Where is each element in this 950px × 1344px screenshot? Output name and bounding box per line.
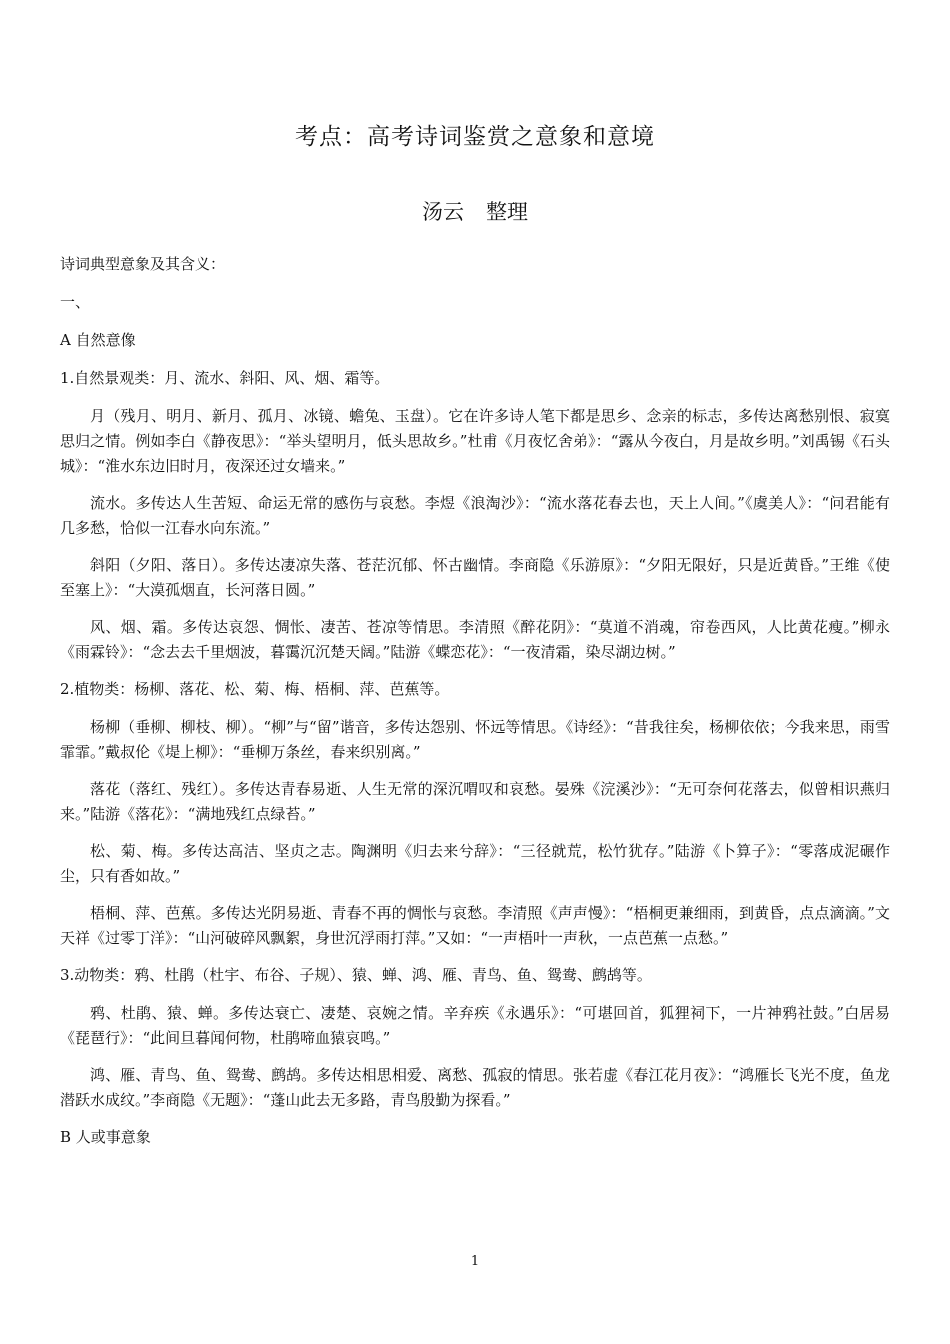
paragraph-fallen-flowers: 落花（落红、残红）。多传达青春易逝、人生无常的深沉喟叹和哀愁。晏殊《浣溪沙》：“无可奈何花落去，似曾相识燕归来。”陆游《落花》：“满地残红点绿苔。”	[60, 780, 890, 823]
document-body	[60, 252, 890, 1163]
category-animals: 3.动物类：鸦、杜鹃（杜宇、布谷、子规）、猿、蝉、鸿、雁、青鸟、鱼、鸳鸯、鹧鸪等。	[60, 966, 652, 984]
paragraph-willow: 杨柳（垂柳、柳枝、柳）。“柳”与“留”谐音，多传达怨别、怀远等情思。《诗经》：“昔我往矣，杨柳依依；今我来思，雨雪霏霏。”戴叔伦《堤上柳》：“垂柳万条丝，春来织别离。”	[60, 718, 890, 761]
author-name: 汤云	[422, 200, 464, 224]
paragraph-setting-sun: 斜阳（夕阳、落日）。多传达凄凉失落、苍茫沉郁、怀古幽情。李商隐《乐游原》：“夕阳无限好，只是近黄昏。”王维《使至塞上》：“大漠孤烟直，长河落日圆。”	[60, 556, 890, 599]
category-plants: 2.植物类：杨柳、落花、松、菊、梅、梧桐、萍、芭蕉等。	[60, 680, 450, 698]
paragraph-moon: 月（残月、明月、新月、孤月、冰镜、蟾兔、玉盘）。它在许多诗人笔下都是思乡、念亲的标志，多传达离愁别恨、寂寞思归之情。例如李白《静夜思》：“举头望明月，低头思故乡。”杜甫《月夜忆舍弟》：“露从今夜白，月是故乡明。”刘禹锡《石头城》：“淮水东边旧时月，夜深还过女墙来。”	[60, 407, 890, 475]
category-natural-scenery: 1.自然景观类：月、流水、斜阳、风、烟、霜等。	[60, 369, 390, 387]
author-role: 整理	[486, 200, 528, 224]
paragraph-crow-cuckoo: 鸦、杜鹃、猿、蝉。多传达衰亡、凄楚、哀婉之情。辛弃疾《永遇乐》：“可堪回首，狐狸祠下，一片神鸦社鼓。”白居易《琵琶行》：“此间旦暮闻何物，杜鹃啼血猿哀鸣。”	[60, 1004, 890, 1047]
document-title: 考点：高考诗词鉴赏之意象和意境	[295, 124, 655, 150]
paragraph-pine-chrysanthemum-plum: 松、菊、梅。多传达高洁、坚贞之志。陶渊明《归去来兮辞》：“三径就荒，松竹犹存。”陆游《卜算子》：“零落成泥碾作尘，只有香如故。”	[60, 842, 890, 885]
paragraph-wind-smoke-frost: 风、烟、霜。多传达哀怨、惆怅、凄苦、苍凉等情思。李清照《醉花阴》：“莫道不消魂，帘卷西风，人比黄花瘦。”柳永《雨霖铃》：“念去去千里烟波，暮霭沉沉楚天阔。”陆游《蝶恋花》：“一夜清霜，染尽湖边树。”	[60, 618, 890, 661]
heading-natural-imagery: A 自然意像	[60, 331, 136, 349]
section-number: 一、	[60, 293, 91, 311]
paragraph-goose-bird: 鸿、雁、青鸟、鱼、鸳鸯、鹧鸪。多传达相思相爱、离愁、孤寂的情思。张若虚《春江花月夜》：“鸿雁长飞光不度，鱼龙潜跃水成纹。”李商隐《无题》：“蓬山此去无多路，青鸟殷勤为探看。”	[60, 1066, 890, 1109]
paragraph-wutong: 梧桐、萍、芭蕉。多传达光阴易逝、青春不再的惆怅与哀愁。李清照《声声慢》：“梧桐更兼细雨，到黄昏，点点滴滴。”文天祥《过零丁洋》：“山河破碎风飘絮，身世沉浮雨打萍。”又如：“一声梧叶一声秋，一点芭蕉一点愁。”	[60, 904, 890, 947]
intro-line: 诗词典型意象及其含义：	[60, 255, 226, 273]
heading-people-events-imagery: B 人或事意象	[60, 1128, 151, 1146]
author-line	[0, 196, 950, 226]
paragraph-flowing-water: 流水。多传达人生苦短、命运无常的感伤与哀愁。李煜《浪淘沙》：“流水落花春去也，天上人间。”《虞美人》：“问君能有几多愁，恰似一江春水向东流。”	[60, 494, 890, 537]
page-number: 1	[470, 1254, 480, 1269]
